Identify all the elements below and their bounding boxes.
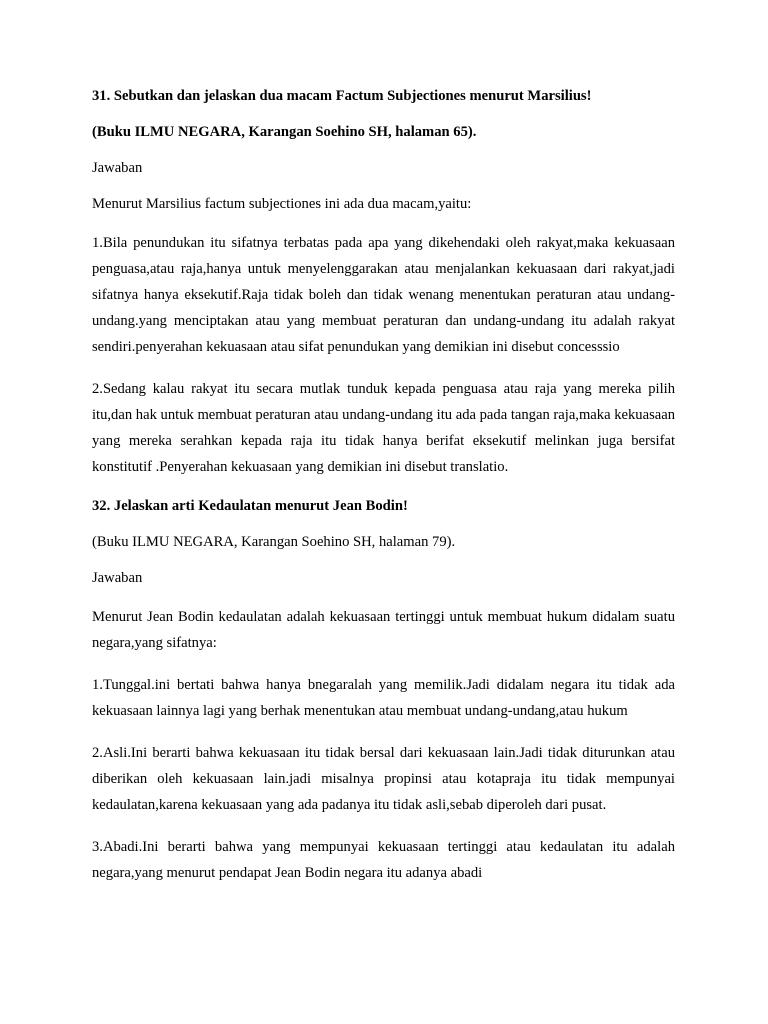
question-32-answer-label: Jawaban: [92, 570, 143, 586]
question-31-point-1: 1.Bila penundukan itu sifatnya terbatas pada apa yang dikehendaki oleh rakyat,maka kekuasaan penguasa,atau raja,hanya untuk menyelenggarakan atau menjalankan kekuasaan dari rakyat,jadi sifatnya hanya eksekutif.Raja tidak boleh dan tidak wenang menentukan peraturan atau undang-undang.yang menciptakan atau yang membuat peraturan dan undang-undang itu adalah rakyat sendiri.penyerahan kekuasaan atau sifat penundukan yang demikian ini disebut concesssio: [92, 235, 675, 355]
question-31-intro: Menurut Marsilius factum subjectiones ini ada dua macam,yaitu:: [92, 196, 472, 212]
question-31-source: (Buku ILMU NEGARA, Karangan Soehino SH, halaman 65).: [92, 124, 477, 140]
question-31-answer-label: Jawaban: [92, 160, 143, 176]
question-32-source: (Buku ILMU NEGARA, Karangan Soehino SH, halaman 79).: [92, 534, 456, 550]
question-31-point-2: 2.Sedang kalau rakyat itu secara mutlak tunduk kepada penguasa atau raja yang mereka pilih itu,dan hak untuk membuat peraturan atau undang-undang itu ada pada tangan raja,maka kekuasaan yang mereka serahkan kepada raja itu tidak hanya berifat eksekutif melinkan juga bersifat konstitutif .Penyerahan kekuasaan yang demikian ini disebut translatio.: [92, 381, 675, 475]
question-31-heading: 31. Sebutkan dan jelaskan dua macam Factum Subjectiones menurut Marsilius!: [92, 88, 592, 104]
question-32-point-2: 2.Asli.Ini berarti bahwa kekuasaan itu tidak bersal dari kekuasaan lain.Jadi tidak diturunkan atau diberikan oleh kekuasaan lain.jadi misalnya propinsi atau kotapraja itu tidak mempunyai kedaulatan,karena kekuasaan yang ada padanya itu tidak asli,sebab diperoleh dari pusat.: [92, 745, 675, 813]
question-32-point-3: 3.Abadi.Ini berarti bahwa yang mempunyai kekuasaan tertinggi atau kedaulatan itu adalah negara,yang menurut pendapat Jean Bodin negara itu adanya abadi: [92, 839, 675, 881]
question-32-intro: Menurut Jean Bodin kedaulatan adalah kekuasaan tertinggi untuk membuat hukum didalam suatu negara,yang sifatnya:: [92, 609, 675, 651]
document-page: [92, 86, 675, 902]
question-32-point-1: 1.Tunggal.ini bertati bahwa hanya bnegaralah yang memilik.Jadi didalam negara itu tidak ada kekuasaan lainnya lagi yang berhak menentukan atau membuat undang-undang,atau hukum: [92, 677, 675, 719]
question-32-heading: 32. Jelaskan arti Kedaulatan menurut Jean Bodin!: [92, 498, 408, 514]
